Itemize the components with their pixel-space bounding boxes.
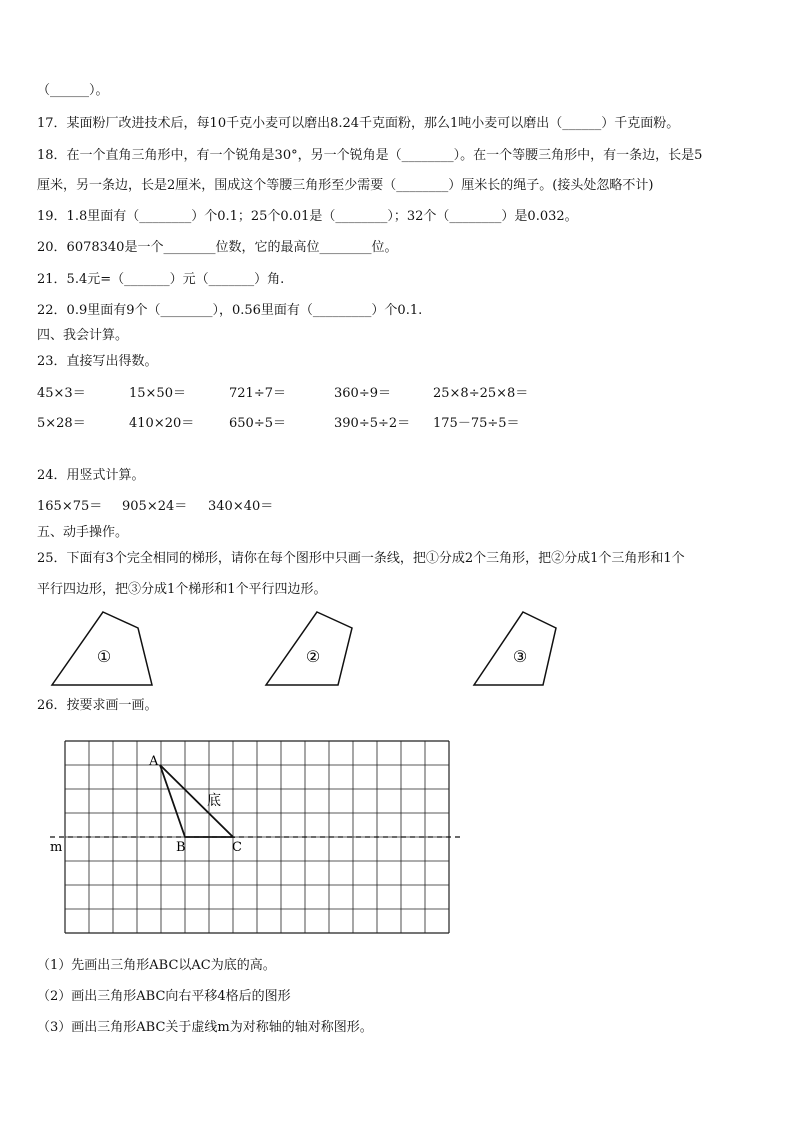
trapezoid-2[interactable]	[266, 612, 352, 685]
q26-sub-2: （2）画出三角形ABC向右平移4格后的图形	[37, 989, 291, 1004]
calc-item: 650÷5＝	[229, 416, 286, 431]
calc-item: 5×28＝	[37, 416, 86, 431]
question-22: 22．0.9里面有9个（________），0.56里面有（_________）个0.1.	[37, 303, 423, 318]
question-24: 24．用竖式计算。	[37, 468, 145, 483]
triangle-abc[interactable]	[160, 765, 233, 837]
question-20: 20．6078340是一个________位数，它的最高位________位。	[37, 240, 398, 255]
calc-item: 175－75÷5＝	[433, 416, 520, 431]
question-17: 17．某面粉厂改进技术后，每10千克小麦可以磨出8.24千克面粉，那么1吨小麦可以磨出（______）千克面粉。	[37, 116, 680, 131]
trapezoid-figures	[0, 600, 794, 695]
vertical-calc-item: 165×75＝	[37, 499, 103, 514]
vertical-calc-item: 905×24＝	[122, 499, 188, 514]
side-ac-label: 底	[207, 793, 221, 809]
section-5-heading: 五、动手操作。	[37, 525, 129, 540]
q26-sub-1: （1）先画出三角形ABC以AC为底的高。	[37, 958, 276, 973]
question-18-line1: 18．在一个直角三角形中，有一个锐角是30°，另一个锐角是（________）。在一个等腰三角形中，有一条边，长是5	[37, 148, 703, 163]
question-18-line2: 厘米，另一条边，长是2厘米，围成这个等腰三角形至少需要（________）厘米长的绳子。(接头处忽略不计)	[37, 178, 654, 193]
question-26: 26．按要求画一画。	[37, 698, 158, 713]
calc-item: 390÷5÷2＝	[334, 416, 411, 431]
trapezoid-2-label: ②	[305, 647, 321, 666]
vertical-calc-item: 340×40＝	[208, 499, 274, 514]
calc-item: 25×8÷25×8＝	[433, 386, 529, 401]
question-25-line2: 平行四边形，把③分成1个梯形和1个平行四边形。	[37, 582, 327, 597]
vertex-b-label: B	[176, 840, 186, 855]
calc-item: 45×3＝	[37, 386, 86, 401]
question-21: 21．5.4元=（_______）元（_______）角.	[37, 272, 285, 287]
question-25-line1: 25．下面有3个完全相同的梯形，请你在每个图形中只画一条线，把①分成2个三角形，把②分成1个三角形和1个	[37, 551, 685, 566]
section-4-heading: 四、我会计算。	[37, 328, 129, 343]
trapezoid-1[interactable]	[52, 612, 152, 685]
calc-item: 360÷9＝	[334, 386, 391, 401]
calc-item: 15×50＝	[129, 386, 186, 401]
trapezoid-3-label: ③	[512, 647, 528, 666]
calc-item: 721÷7＝	[229, 386, 286, 401]
calc-item: 410×20＝	[129, 416, 195, 431]
question-23: 23．直接写出得数。	[37, 354, 158, 369]
vertex-c-label: C	[232, 840, 242, 855]
trapezoid-1-label: ①	[96, 647, 112, 666]
grid-figure	[0, 735, 794, 940]
trapezoid-3[interactable]	[474, 612, 556, 685]
vertex-a-label: A	[149, 754, 159, 769]
question-19: 19．1.8里面有（________）个0.1；25个0.01是（________）；32个（________）是0.032。	[37, 209, 578, 224]
q16-answer-blank: （______）。	[37, 83, 109, 98]
q26-sub-3: （3）画出三角形ABC关于虚线m为对称轴的轴对称图形。	[37, 1020, 373, 1035]
axis-label-m: m	[50, 840, 63, 855]
